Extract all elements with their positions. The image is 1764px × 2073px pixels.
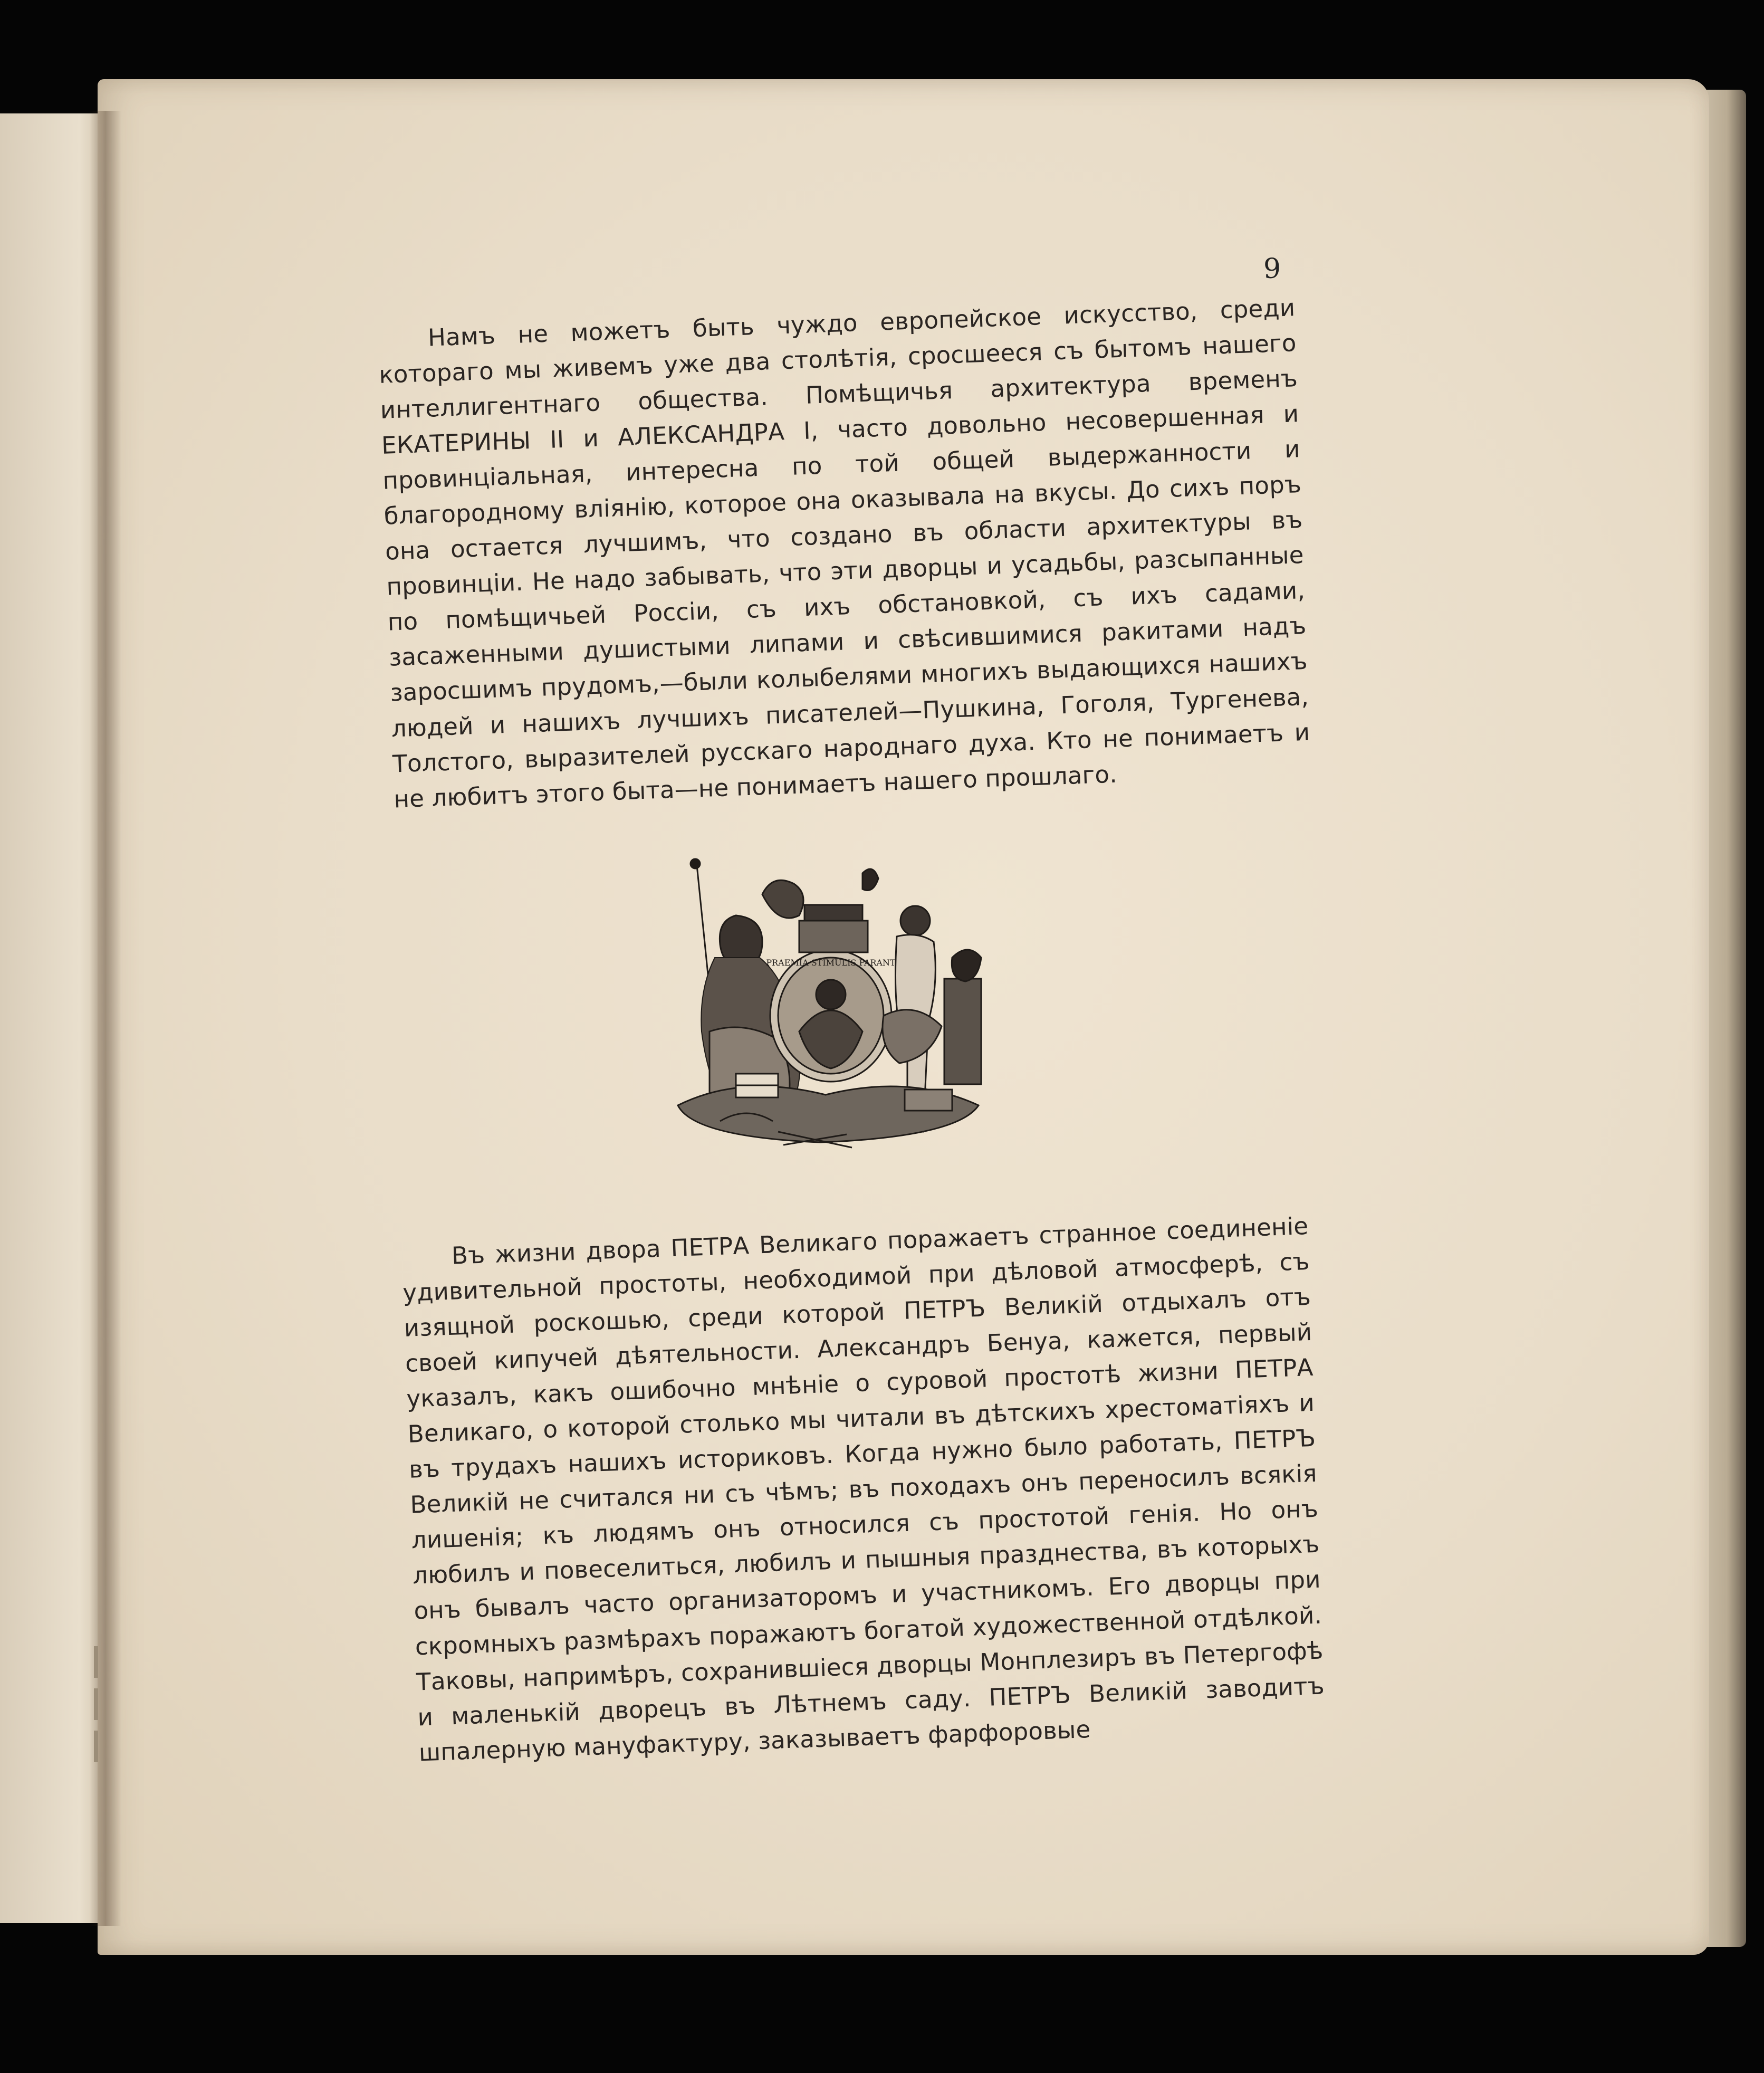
binding-stitch	[94, 1731, 98, 1762]
binding-stitch	[94, 1646, 98, 1678]
allegorical-engraving	[657, 857, 994, 1163]
body-paragraph-1: Намъ не можетъ быть чуждо европейское искусство, среди котораго мы живемъ уже два столѣтія, сросшееся съ бытомъ нашего интеллигентнаго общества. Помѣщичья архитектура временъ ЕКАТЕРИНЫ II и АЛЕКСАНДРА I, часто довольно несовершенная и провинціальная, интересна по той общей выдержанности и благородному вліянію, которое она оказывала на вкусы. До сихъ поръ она остается лучшимъ, что создано въ области архитектуры въ провинціи. Не надо забывать, что эти дворцы и усадьбы, разсыпанные по помѣщичьей Россіи, съ ихъ обстановкой, съ ихъ садами, засаженными душистыми липами и свѣсившимися ракитами надъ заросшимъ прудомъ,—были колыбелями многихъ выдающихся нашихъ людей и нашихъ лучшихъ писателей—Пушкина, Гоголя, Тургенева, Толстого, выразителей русскаго народнаго духа. Кто не понимаетъ и не любитъ этого быта—не понимаетъ нашего прошлаго.	[378, 293, 1311, 814]
emblem-motto: PRAEMIA STIMULIS PARANT	[766, 958, 896, 968]
binding-stitch	[94, 1688, 98, 1720]
page-number: 9	[1263, 253, 1281, 285]
body-paragraph-2: Въ жизни двора ПЕТРА Великаго поражаетъ странное соединеніе удивительной простоты, необходимой при дѣловой атмосферѣ, съ изящной роскошью, среди которой ПЕТРЪ Великій отдыхалъ отъ своей кипучей дѣятельности. Александръ Бенуа, кажется, первый указалъ, какъ ошибочно мнѣніе о суровой простотѣ жизни ПЕТРА Великаго, о которой столько мы читали въ дѣтскихъ хрестоматіяхъ и въ трудахъ нашихъ историковъ. Когда нужно было работать, ПЕТРЪ Великій не считался ни съ чѣмъ; въ походахъ онъ переносилъ всякія лишенія; къ людямъ онъ относился съ простотой генія. Но онъ любилъ и повеселиться, любилъ и пышныя празднества, въ которыхъ онъ бывалъ часто организаторомъ и участникомъ. Его дворцы при скромныхъ размѣрахъ поражаютъ богатой художественной отдѣлкой. Таковы, напримѣръ, сохранившіеся дворцы Монплезиръ въ Петергофѣ и маленькій дворецъ въ Лѣтнемъ саду. ПЕТРЪ Великій заводитъ шпалерную мануфактуру, заказываетъ фарфоровые	[402, 1211, 1325, 1767]
